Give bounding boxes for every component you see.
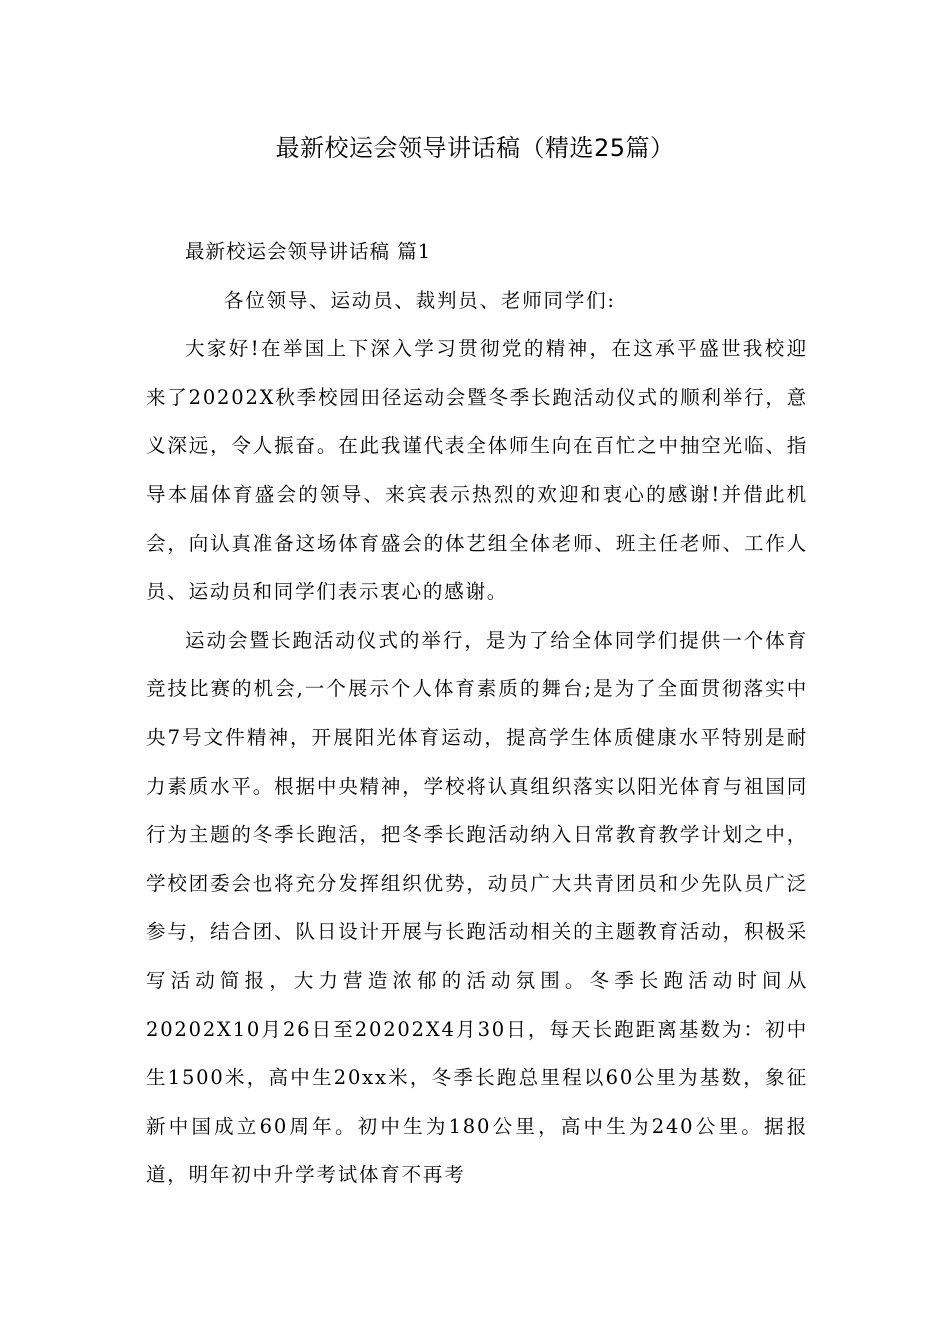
body-paragraph-2: 运动会暨长跑活动仪式的举行，是为了给全体同学们提供一个体育竞技比赛的机会,一个展示个人体育素质的舞台;是为了全面贯彻落实中央7号文件精神，开展阳光体育运动，提高学生体质健康水平特别是耐力素质水平。根据中央精神，学校将认真组织落实以阳光体育与祖国同行为主题的冬季长跑活，把冬季长跑活动纳入日常教育教学计划之中，学校团委会也将充分发挥组织优势，动员广大共青团员和少先队员广泛参与，结合团、队日设计开展与长跑活动相关的主题教育活动，积极采写活动简报，大力营造浓郁的活动氛围。冬季长跑活动时间从20202X10月26日至20202X4月30日，每天长跑距离基数为：初中生1500米，高中生20xx米，冬季长跑总里程以60公里为基数，象征新中国成立60周年。初中生为180公里，高中生为240公里。据报道，明年初中升学考试体育不再考 <box>146 628 808 1187</box>
section-heading: 最新校运会领导讲话稿 篇1 <box>185 240 432 263</box>
document-title: 最新校运会领导讲话稿（精选25篇） <box>275 134 675 162</box>
document-body <box>146 228 808 1200</box>
body-paragraph-1: 大家好!在举国上下深入学习贯彻党的精神，在这承平盛世我校迎来了20202X秋季校园田径运动会暨冬季长跑活动仪式的顺利举行，意义深远，令人振奋。在此我谨代表全体师生向在百忙之中抽空光临、指导本届体育盛会的领导、来宾表示热烈的欢迎和衷心的感谢!并借此机会，向认真准备这场体育盛会的体艺组全体老师、班主任老师、工作人员、运动员和同学们表示衷心的感谢。 <box>146 337 808 604</box>
salutation: 各位领导、运动员、裁判员、老师同学们: <box>224 288 616 312</box>
